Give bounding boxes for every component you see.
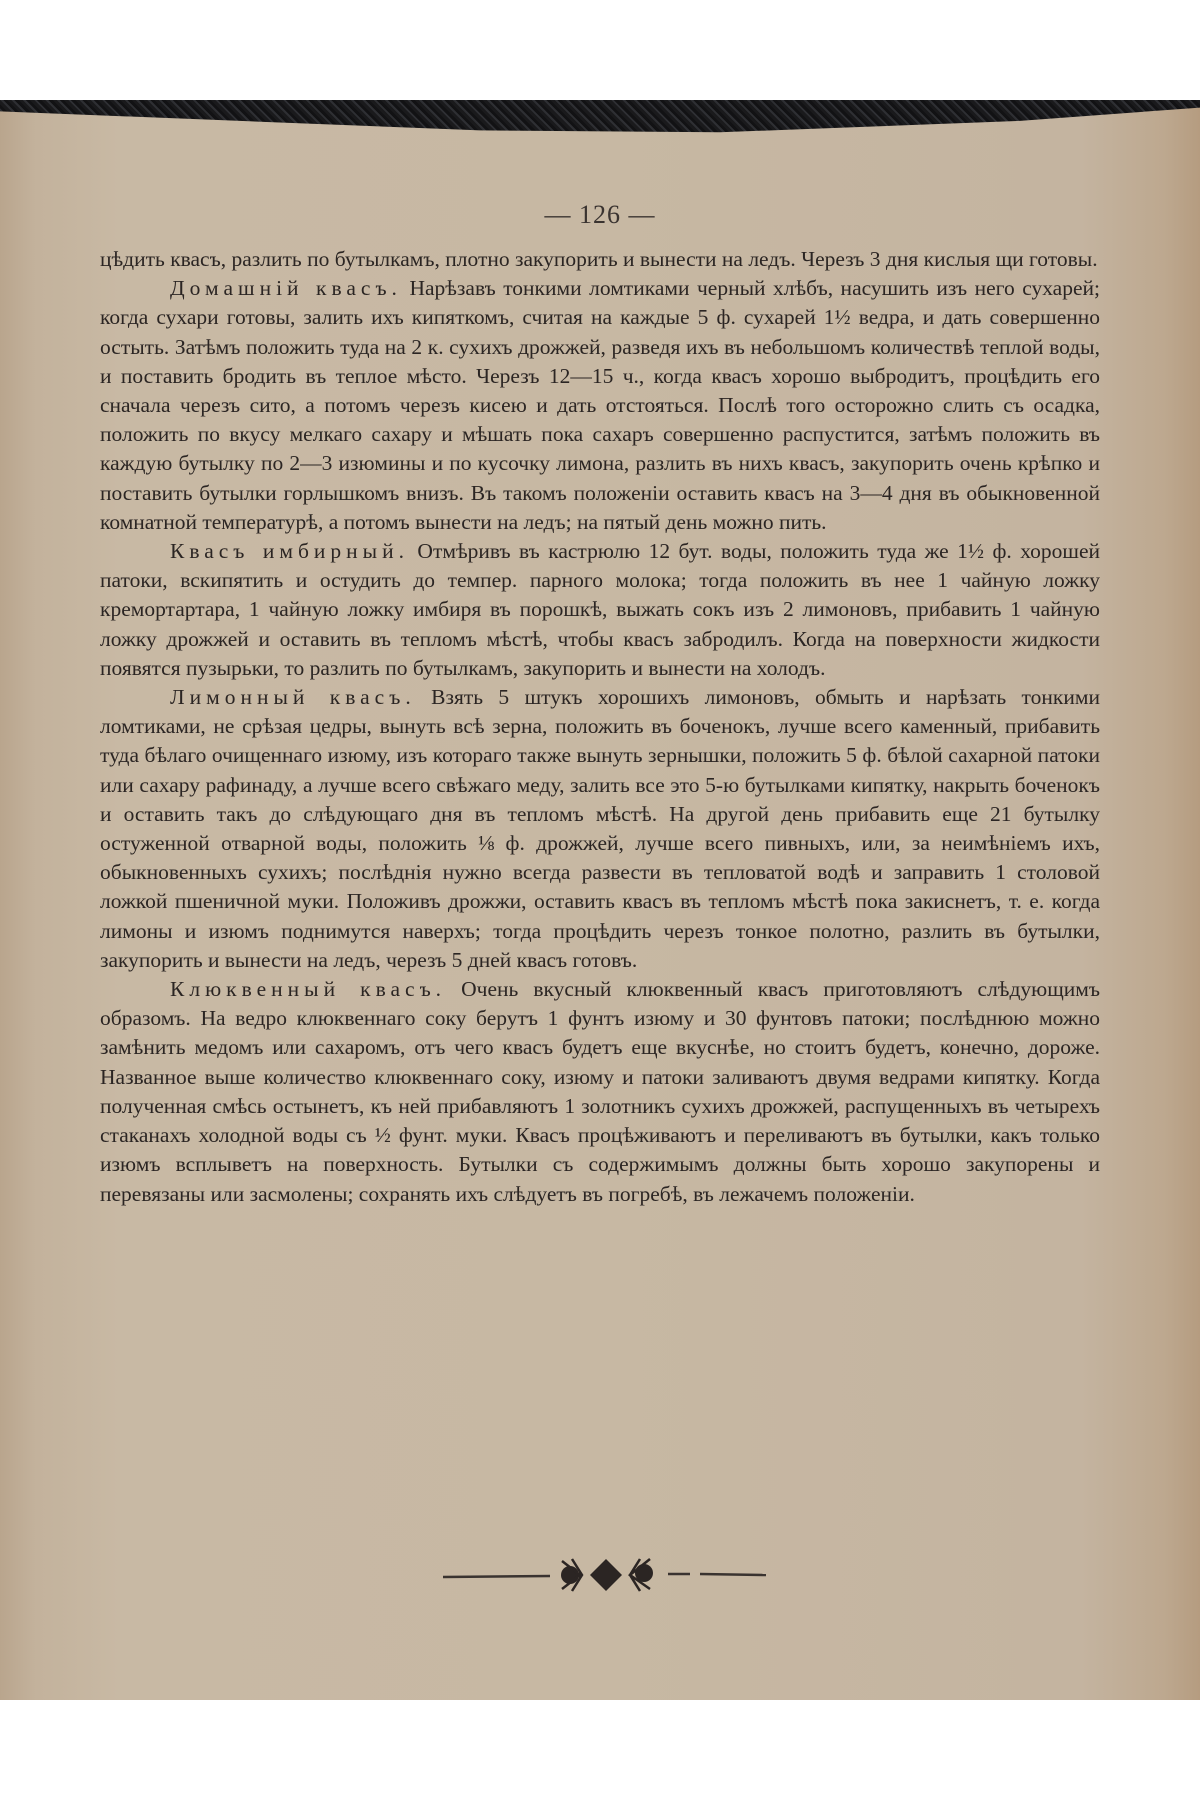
recipe-ginger-kvass	[100, 537, 1100, 683]
page-body	[100, 245, 1100, 1209]
recipe-text: Взять 5 штукъ хорошихъ лимоновъ, обмыть и нарѣзать тонкими ломтиками, не срѣзая цедры, вынуть всѣ зерна, положить въ боченокъ, лучше всего каменный, прибавить туда бѣлаго очищеннаго изюму, изъ котораго также вынуть зернышки, положить 5 ф. бѣлой сахарной патоки или сахару рафинаду, а лучше всего свѣжаго меду, залить все это 5-ю бутылками кипятку, накрыть боченокъ и оставить такъ до слѣдующаго дня въ тепломъ мѣстѣ. На другой день прибавить еще 21 бутылку остуженной отварной воды, положить ⅛ ф. дрожжей, лучше всего пивныхъ, или, за неимѣніемъ ихъ, обыкновенныхъ сухихъ; послѣднія нужно всегда развести въ тепловатой водѣ и заправить 1 столовой ложкой пшеничной муки. Положивъ дрожжи, оставить квасъ въ тепломъ мѣстѣ пока закиснетъ, т. е. когда лимоны и изюмъ поднимутся наверхъ; тогда процѣдить черезъ тонкое полотно, разлить въ бутылки, закупорить и вынести на ледъ, черезъ 5 дней квасъ готовъ.	[100, 685, 1100, 972]
recipe-heading: Лимонный квасъ.	[170, 685, 416, 710]
recipe-home-kvass	[100, 274, 1100, 537]
recipe-lemon-kvass	[100, 683, 1100, 975]
recipe-heading: Домашній квасъ.	[170, 276, 402, 301]
paragraph-continuation	[100, 245, 1100, 274]
paragraph-text: цѣдить квасъ, разлить по бутылкамъ, плотно закупорить и вынести на ледъ. Черезъ 3 дня кислыя щи готовы.	[100, 247, 1098, 271]
page-number: — 126 —	[544, 200, 656, 229]
recipe-heading: Клюквенный квасъ.	[170, 977, 447, 1002]
recipe-cranberry-kvass	[100, 975, 1100, 1209]
recipe-text: Нарѣзавъ тонкими ломтиками черный хлѣбъ, насушить изъ него сухарей; когда сухари готовы, залить ихъ кипяткомъ, считая на каждые 5 ф. сухарей 1½ ведра, и дать совершенно остыть. Затѣмъ положить туда на 2 к. сухихъ дрожжей, разведя ихъ въ небольшомъ количествѣ теплой воды, и поставить бродить въ теплое мѣсто. Черезъ 12—15 ч., когда квасъ хорошо выбродитъ, процѣдить его сначала черезъ сито, а потомъ черезъ кисею и дать отстояться. Послѣ того осторожно слить съ осадка, положить по вкусу мелкаго сахару и мѣшать пока сахаръ совершенно распустится, затѣмъ положить въ каждую бутылку по 2—3 изюмины и по кусочку лимона, разлить въ нихъ квасъ, закупорить очень крѣпко и поставить бутылки горлышкомъ внизъ. Въ такомъ положеніи оставить квасъ на 3—4 дня въ обыкновенной комнатной температурѣ, а потомъ вынести на ледъ; на пятый день можно пить.	[100, 276, 1100, 534]
floral-diamond-ornament-icon	[0, 1555, 1200, 1595]
recipe-heading: Квасъ имбирный.	[170, 539, 409, 564]
recipe-text: Очень вкусный клюквенный квасъ приготовляютъ слѣдующимъ образомъ. На ведро клюквеннаго соку берутъ 1 фунтъ изюму и 30 фунтовъ патоки; послѣднюю можно замѣнить медомъ или сахаромъ, отъ чего квасъ будетъ еще вкуснѣе, но стоитъ будетъ, конечно, дороже. Названное выше количество клюквеннаго соку, изюму и патоки заливаютъ двумя ведрами кипятку. Когда полученная смѣсь остынетъ, къ ней прибавляютъ 1 золотникъ сухихъ дрожжей, распущенныхъ въ четырехъ стаканахъ холодной воды съ ½ фунт. муки. Квасъ процѣживаютъ и переливаютъ въ бутылки, какъ только изюмъ всплыветъ на поверхность. Бутылки съ содержимымъ должны быть хорошо закупорены и перевязаны или засмолены; сохранять ихъ слѣдуетъ въ погребѣ, въ лежачемъ положеніи.	[100, 977, 1101, 1206]
recipe-text: Отмѣривъ въ кастрюлю 12 бут. воды, положить туда же 1½ ф. хорошей патоки, вскипятить и остудить до темпер. парного молока; тогда положить въ нее 1 чайную ложку кремортартара, 1 чайную ложку имбиря въ порошкѣ, выжать сокъ изъ 2 лимоновъ, прибавить 1 чайную ложку дрожжей и оставить въ тепломъ мѣстѣ, чтобы квасъ забродилъ. Когда на поверхности жидкости появятся пузырьки, то разлить по бутылкамъ, закупорить и вынести на холодъ.	[100, 539, 1100, 680]
